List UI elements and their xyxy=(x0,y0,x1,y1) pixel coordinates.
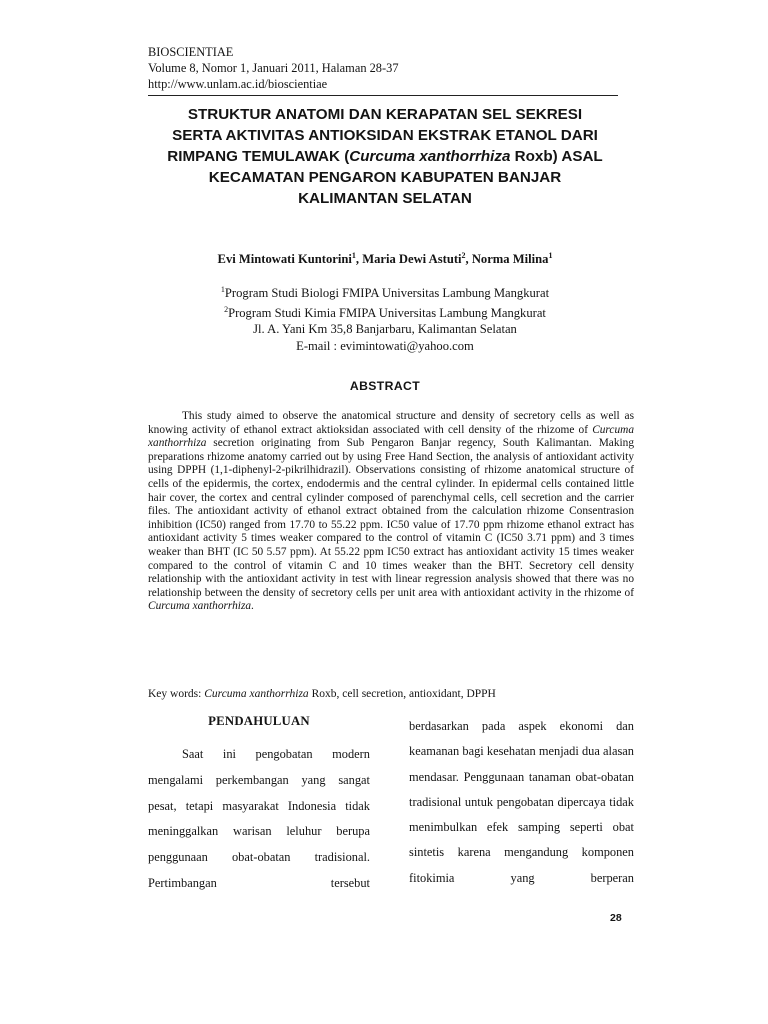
affiliation-2 xyxy=(148,302,622,322)
author-3: Norma Milina xyxy=(471,252,549,267)
intro-left-column xyxy=(148,714,370,897)
affiliation-1-marker: 1 xyxy=(220,285,225,294)
keywords-species: Curcuma xanthorrhiza xyxy=(204,688,309,700)
affiliation-2-text: Program Studi Kimia FMIPA Universitas Lambung Mangkurat xyxy=(228,305,546,320)
title-species: Curcuma xanthorrhiza xyxy=(349,148,511,165)
title-line-3-start: RIMPANG TEMULAWAK ( xyxy=(167,148,350,165)
paper-title xyxy=(140,104,630,209)
title-line-1: STRUKTUR ANATOMI DAN KERAPATAN SEL SEKRESI xyxy=(187,106,583,123)
affiliation-1 xyxy=(148,282,622,302)
affiliations xyxy=(148,282,622,354)
intro-right-column xyxy=(409,714,634,891)
keywords-label: Key words: xyxy=(148,688,205,700)
title-line-2: SERTA AKTIVITAS ANTIOKSIDAN EKSTRAK ETANOL DARI xyxy=(172,127,598,144)
author-1: Evi Mintowati Kuntorini xyxy=(217,252,352,267)
abstract-heading: ABSTRACT xyxy=(349,379,421,393)
abstract-part-2: secretion originating from Sub Pengaron Banjar regency, South Kalimantan. Making preparations rhizome anatomy carried out by using Free Hand Section, the analysis of antioxidant activity using DPPH (1,1-diphenyl-2-pikrilhidrazil). Observations consisting of rhizome anatomical structure of cells of the epidermis, the cortex, endodermis and the central cylinder. In epidermal cells contained little hair cover, the cortex and central cylinder composed of parenchymal cells, cell secretion and the carrier files. The antioxidant activity of ethanol extract obtained from the calculation rhizome Consentrasion inhibition (IC50) ranged from 17.70 to 55.22 ppm. IC50 value of 17.70 ppm rhizome ethanol extract has antioxidant activity 5 times weaker compared to the control of vitamin C (IC50 3.71 ppm) and 3 times weaker than BHT (IC 50 5.57 ppm). At 55.22 ppm IC50 extract has antioxidant activity 15 times weaker compared to the control of vitamin C and 10 times weaker than the BHT. Secretory cell density relationship with the antioxidant activity in test with linear regression analysis showed that there was no relationship between the density of secretory cells per unit area with antioxidant activity in the rhizome of xyxy=(148,437,634,599)
affiliation-1-text: Program Studi Biologi FMIPA Universitas Lambung Mangkurat xyxy=(224,286,550,301)
intro-paragraph-right: berdasarkan pada aspek ekonomi dan keamanan bagi kesehatan menjadi dua alasan mendasar. Penggunaan tanaman obat-obatan tradisional untuk pengobatan dipercaya tidak menimbulkan efek samping seperti obat sintetis karena mengandung komponen fitokimia yang berperan xyxy=(409,719,634,885)
header-divider xyxy=(148,95,618,96)
email: E-mail : evimintowati@yahoo.com xyxy=(296,338,474,353)
title-line-3-end: Roxb) ASAL xyxy=(510,148,603,165)
journal-header xyxy=(148,44,399,92)
author-2-affiliation: 2 xyxy=(461,251,466,260)
author-separator: , xyxy=(355,252,363,267)
journal-url: http://www.unlam.ac.id/bioscientiae xyxy=(148,77,328,91)
title-line-3 xyxy=(140,146,630,167)
author-2: Maria Dewi Astuti xyxy=(362,252,462,267)
address: Jl. A. Yani Km 35,8 Banjarbaru, Kalimantan Selatan xyxy=(253,322,517,337)
page-number: 28 xyxy=(610,912,622,924)
author-1-affiliation: 1 xyxy=(351,251,356,260)
journal-name: BIOSCIENTIAE xyxy=(148,45,234,59)
author-list xyxy=(148,251,622,267)
abstract-species-1: Curcuma xanthorrhiza xyxy=(148,423,634,450)
author-3-affiliation: 1 xyxy=(548,251,553,260)
intro-heading: PENDAHULUAN xyxy=(208,714,310,728)
abstract-text xyxy=(148,410,634,614)
journal-issue: Volume 8, Nomor 1, Januari 2011, Halaman 28-37 xyxy=(148,61,399,75)
title-line-4: KECAMATAN PENGARON KABUPATEN BANJAR xyxy=(208,169,562,186)
abstract-part-3: . xyxy=(251,600,254,613)
keywords xyxy=(148,688,496,700)
intro-paragraph-left: Saat ini pengobatan modern mengalami perkembangan yang sangat pesat, tetapi masyarakat Indonesia tidak meninggalkan warisan leluhur berupa penggunaan obat-obatan tradisional. Pertimbangan tersebut xyxy=(148,747,370,890)
affiliation-2-marker: 2 xyxy=(224,304,229,314)
keywords-rest: Roxb, cell secretion, antioxidant, DPPH xyxy=(308,688,496,700)
title-line-5: KALIMANTAN SELATAN xyxy=(298,190,472,207)
abstract-species-2: Curcuma xanthorrhiza xyxy=(148,600,252,613)
abstract-part-1: This study aimed to observe the anatomical structure and density of secretory cells as well as knowing activity of ethanol extract aktioksidan associated with cell density of the rhizome of xyxy=(148,410,634,436)
author-separator: , xyxy=(465,252,472,267)
